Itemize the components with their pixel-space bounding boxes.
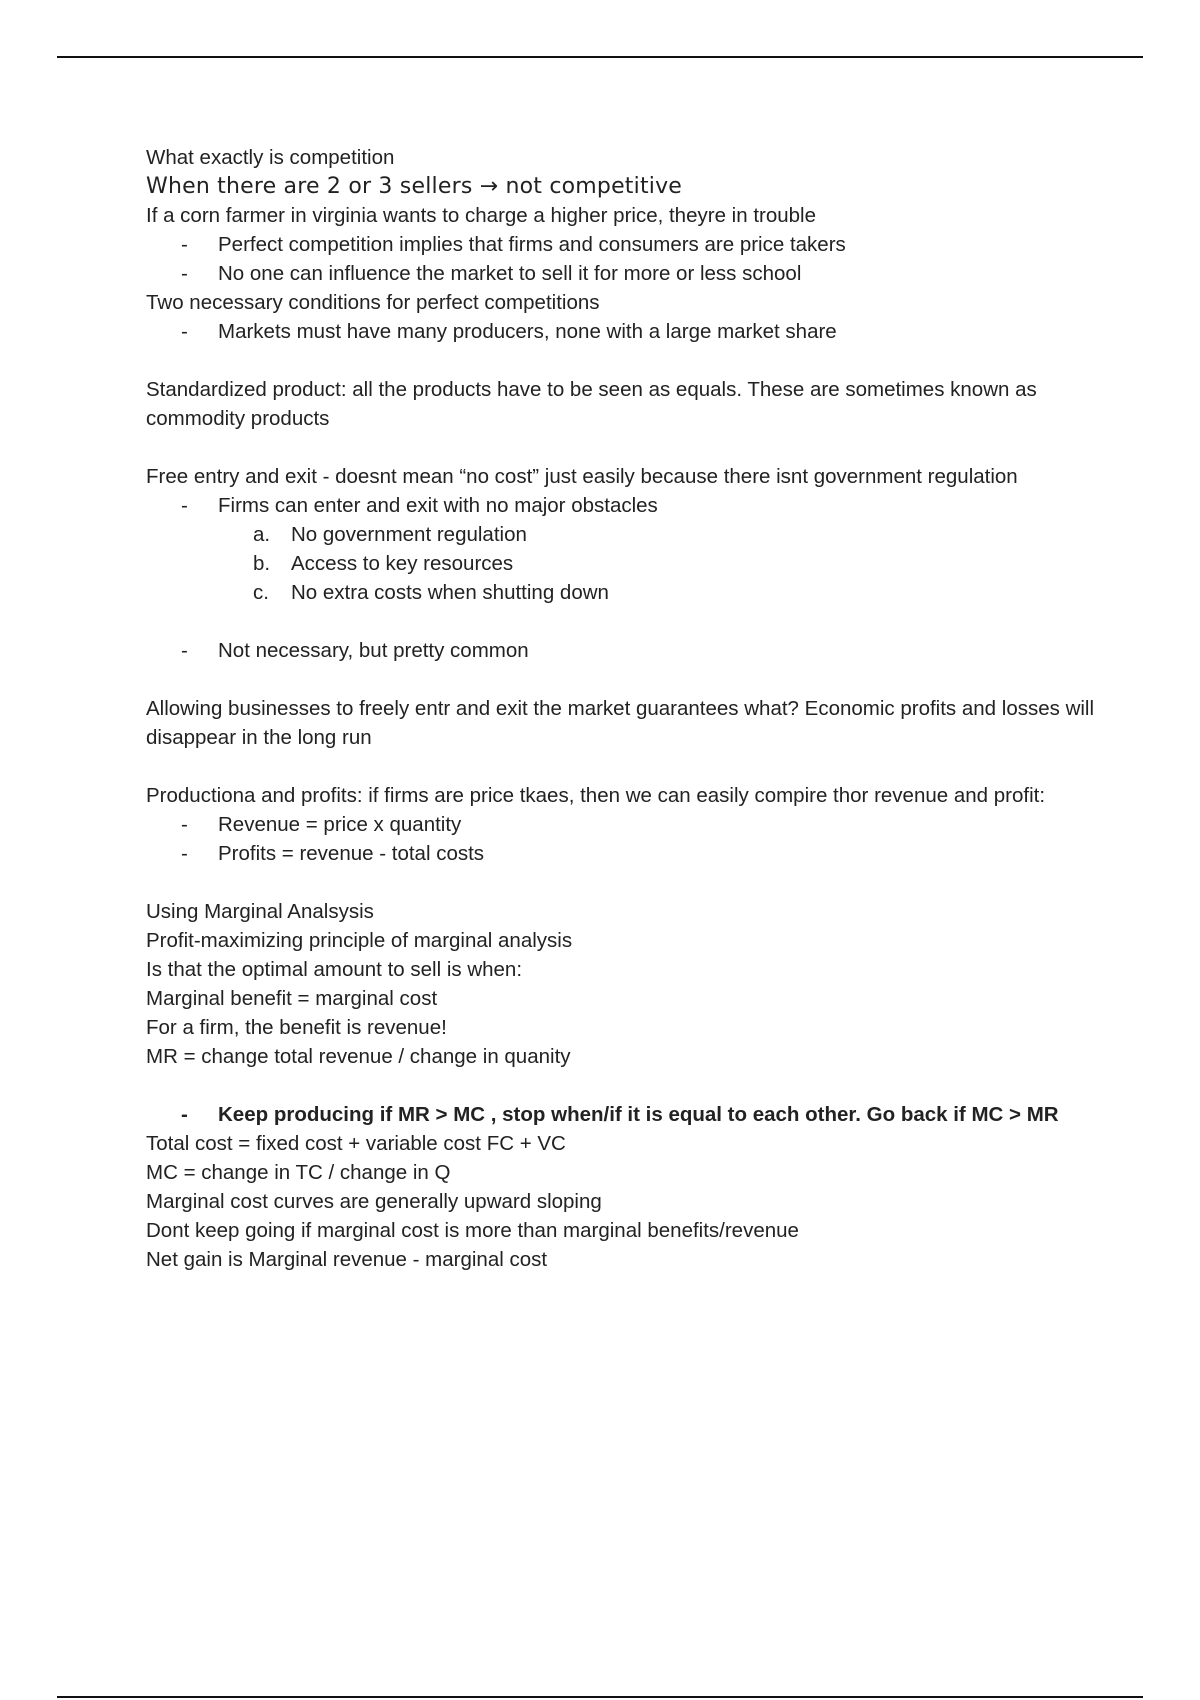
- bullet-marker: -: [181, 842, 188, 865]
- document-body: [146, 143, 1106, 1274]
- text-line: MR = change total revenue / change in quanity: [146, 1045, 571, 1068]
- paragraph: Standardized product: all the products have to be seen as equals. These are sometimes known as commodity products: [146, 378, 1037, 430]
- sub-list-item: [146, 520, 1106, 549]
- text-line: MC = change in TC / change in Q: [146, 1161, 451, 1184]
- bullet-item: [146, 230, 1106, 259]
- paragraph: Free entry and exit - doesnt mean “no cost” just easily because there isnt government regulation: [146, 465, 1018, 488]
- sub-list-text: No government regulation: [291, 523, 527, 546]
- bullet-text: Not necessary, but pretty common: [218, 639, 529, 662]
- bullet-text: Keep producing if MR > MC , stop when/if it is equal to each other. Go back if MC > MR: [218, 1103, 1059, 1126]
- sub-list-text: No extra costs when shutting down: [291, 581, 609, 604]
- list-letter: a.: [253, 523, 271, 546]
- sub-list-item: [146, 578, 1106, 607]
- bullet-text: Perfect competition implies that firms and consumers are price takers: [218, 233, 846, 256]
- bullet-text: Revenue = price x quantity: [218, 813, 462, 836]
- bullet-item-bold: [146, 1100, 1106, 1129]
- text-line: When there are 2 or 3 sellers → not competitive: [146, 174, 683, 199]
- footer-rule: [57, 1696, 1143, 1698]
- text-line: Is that the optimal amount to sell is when:: [146, 958, 523, 981]
- paragraph: Allowing businesses to freely entr and exit the market guarantees what? Economic profits and losses will disappear in the long run: [146, 697, 1095, 749]
- bullet-marker: -: [181, 233, 188, 256]
- bullet-text: Firms can enter and exit with no major obstacles: [218, 494, 658, 517]
- paragraph: Productiona and profits: if firms are price tkaes, then we can easily compire thor revenue and profit:: [146, 784, 1046, 807]
- text-line: Marginal cost curves are generally upward sloping: [146, 1190, 602, 1213]
- text-line: Two necessary conditions for perfect competitions: [146, 291, 600, 314]
- text-line: What exactly is competition: [146, 146, 395, 169]
- bullet-text: Markets must have many producers, none with a large market share: [218, 320, 837, 343]
- sub-list-text: Access to key resources: [291, 552, 514, 575]
- bullet-item: [146, 317, 1106, 346]
- text-line: Dont keep going if marginal cost is more than marginal benefits/revenue: [146, 1219, 799, 1242]
- bullet-text: No one can influence the market to sell it for more or less school: [218, 262, 802, 285]
- bullet-item: [146, 259, 1106, 288]
- bullet-item: [146, 839, 1106, 868]
- bullet-marker: -: [181, 1103, 188, 1126]
- bullet-text: Profits = revenue - total costs: [218, 842, 485, 865]
- text-line: Marginal benefit = marginal cost: [146, 987, 438, 1010]
- bullet-marker: -: [181, 320, 188, 343]
- bullet-marker: -: [181, 494, 188, 517]
- text-line: Net gain is Marginal revenue - marginal cost: [146, 1248, 548, 1271]
- sub-list-item: [146, 549, 1106, 578]
- text-line: For a firm, the benefit is revenue!: [146, 1016, 447, 1039]
- bullet-item: [146, 810, 1106, 839]
- list-letter: b.: [253, 552, 271, 575]
- text-line: If a corn farmer in virginia wants to charge a higher price, theyre in trouble: [146, 204, 816, 227]
- header-rule: [57, 56, 1143, 58]
- bullet-item: [146, 491, 1106, 520]
- text-line: Profit-maximizing principle of marginal analysis: [146, 929, 573, 952]
- text-line: Total cost = fixed cost + variable cost FC + VC: [146, 1132, 566, 1155]
- bullet-marker: -: [181, 639, 188, 662]
- bullet-marker: -: [181, 262, 188, 285]
- text-line: Using Marginal Analsysis: [146, 900, 374, 923]
- list-letter: c.: [253, 581, 269, 604]
- bullet-marker: -: [181, 813, 188, 836]
- bullet-item: [146, 636, 1106, 665]
